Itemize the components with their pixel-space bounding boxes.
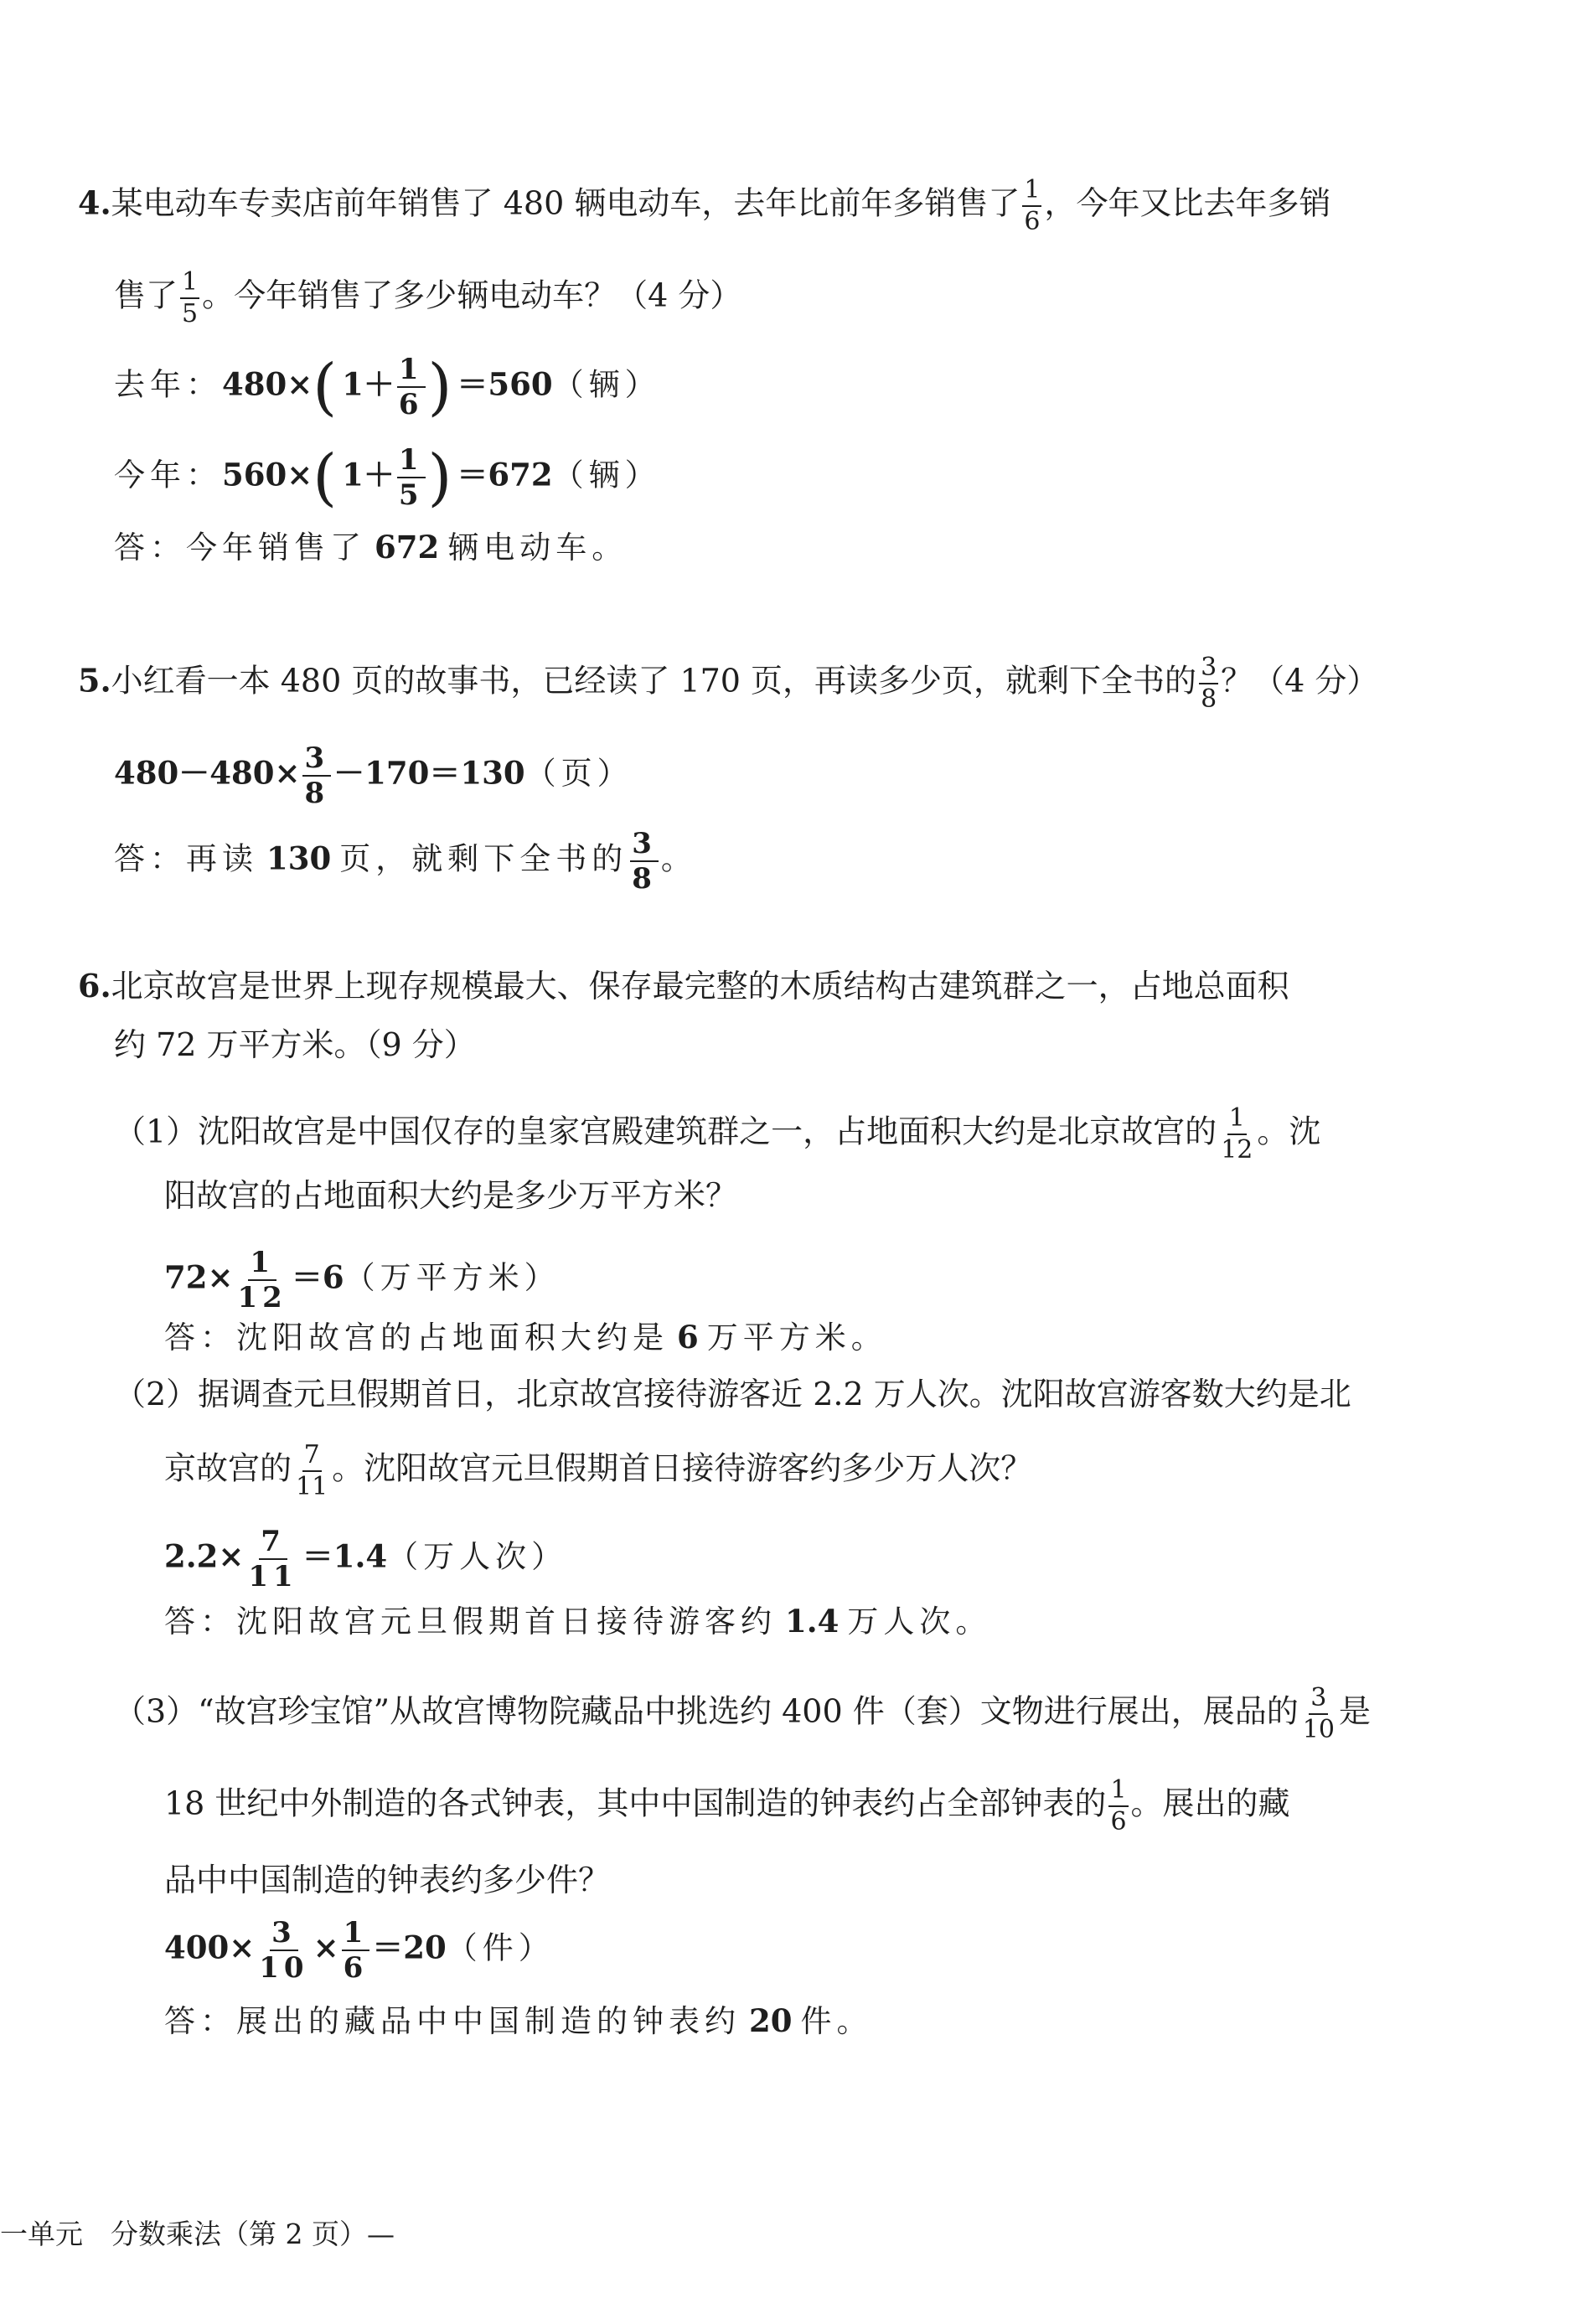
q4-text-2a: 售了	[114, 276, 178, 314]
q5-line-1	[78, 655, 1378, 712]
q6-p2-line-1: （2）据调查元旦假期首日，北京故宫接待游客近 2.2 万人次。沈阳故宫游客数大约是北	[114, 1376, 1351, 1412]
q6-p2-answer: 答：沈阳故宫元旦假期首日接待游客约 1.4 万人次。	[164, 1603, 992, 1640]
q6-text-1: 北京故宫是世界上现存规模最大、保存最完整的木质结构古建筑群之一，占地总面积	[111, 968, 1289, 1004]
q6-p3-solution: 400× $\frac{3}{10}$ × $\frac{1}{6}$ ＝20（件）	[164, 1916, 555, 1985]
q4-number: 4.	[78, 183, 111, 222]
q6-number: 6.	[78, 967, 111, 1004]
q4-line-1	[78, 175, 1331, 236]
q6-line-2	[114, 1026, 476, 1063]
q6-p3-fraction-three-tenths: $\frac{3}{10}$	[1302, 1683, 1335, 1744]
q6-line-1	[78, 967, 1289, 1004]
q6-p1-line-2: 阳故宫的占地面积大约是多少万平方米？	[164, 1177, 738, 1214]
q6-p3-line-3: 品中中国制造的钟表约多少件？	[164, 1862, 611, 1898]
page-footer: 一单元 分数乘法（第 2 页）—	[0, 2218, 395, 2250]
q5-answer-fraction: $\frac{3}{8}$	[632, 827, 657, 896]
q6-p2-fraction-seven-elevenths: $\frac{7}{11}$	[296, 1440, 328, 1501]
q4-fraction-one-fifth: $\frac{1}{5}$	[182, 267, 199, 328]
q6-text-2: 约 72 万平方米。（9 分）	[114, 1026, 476, 1063]
q6-p1-fraction-one-twelfth: $\frac{1}{12}$	[1221, 1103, 1253, 1165]
q4-solution-last-year: 去年：480×(1＋ $\frac{1}{6}$ )＝560（辆）	[114, 351, 661, 423]
q6-p2-solution: 2.2× $\frac{7}{11}$ ＝1.4（万人次）	[164, 1525, 568, 1593]
q6-p3-answer: 答：展出的藏品中中国制造的钟表约 20 件。	[164, 2002, 873, 2039]
q4-text-1: 某电动车专卖店前年销售了 480 辆电动车，去年比前年多销售了	[111, 184, 1020, 222]
q6-p1-solution: 72× $\frac{1}{12}$ ＝6（万平方米）	[164, 1246, 561, 1314]
q6-p3-line-2: 18 世纪中外制造的各式钟表，其中中国制造的钟表约占全部钟表的 $\frac{1}{6}$ 。展出的藏	[164, 1775, 1290, 1836]
q6-p3-sol-fraction-1: $\frac{3}{10}$	[259, 1916, 309, 1985]
q4-sol2-fraction: $\frac{1}{5}$	[398, 443, 424, 512]
q5-number: 5.	[78, 661, 111, 700]
q6-p1-sol-fraction: $\frac{1}{12}$	[237, 1246, 287, 1314]
q6-p3-fraction-one-sixth: $\frac{1}{6}$	[1110, 1775, 1127, 1836]
q6-p2-line-2: 京故宫的 $\frac{7}{11}$ 。沈阳故宫元旦假期首日接待游客约多少万人次？	[164, 1440, 1033, 1501]
q5-answer: 答：再读 130 页，就剩下全书的 $\frac{3}{8}$ 。	[114, 827, 697, 896]
q4-text-2b: 。今年销售了多少辆电动车？（4 分）	[202, 276, 742, 314]
q5-text-1: 小红看一本 480 页的故事书，已经读了 170 页，再读多少页，就剩下全书的	[111, 662, 1197, 700]
q4-text-1b: ，今年又比去年多销	[1044, 184, 1331, 222]
q4-sol1-fraction: $\frac{1}{6}$	[398, 353, 424, 421]
q4-solution-this-year: 今年：560×(1＋ $\frac{1}{5}$ )＝672（辆）	[114, 442, 661, 514]
q6-p1-line-1: （1）沈阳故宫是中国仅存的皇家宫殿建筑群之一，占地面积大约是北京故宫的 $\frac{1}{12}$ 。沈	[114, 1103, 1321, 1165]
q6-p1-answer: 答：沈阳故宫的占地面积大约是 6 万平方米。	[164, 1319, 887, 1356]
q5-sol-fraction: $\frac{3}{8}$	[304, 741, 330, 810]
q6-p3-sol-fraction-2: $\frac{1}{6}$	[343, 1916, 369, 1985]
q6-p2-sol-fraction: $\frac{7}{11}$	[248, 1525, 298, 1593]
q6-p3-line-1: （3）“故宫珍宝馆”从故宫博物院藏品中挑选约 400 件（套）文物进行展出，展品的 $\frac{3}{10}$ 是	[114, 1683, 1371, 1744]
q4-answer: 答：今年销售了 672 辆电动车。	[114, 529, 628, 566]
q4-line-2	[114, 267, 742, 328]
q4-fraction-one-sixth: $\frac{1}{6}$	[1024, 175, 1041, 236]
q5-fraction-three-eighths: $\frac{3}{8}$	[1201, 653, 1217, 714]
q5-solution: 480－480× $\frac{3}{8}$ －170＝130（页）	[114, 741, 633, 810]
q5-text-1b: ？（4 分）	[1221, 662, 1379, 700]
